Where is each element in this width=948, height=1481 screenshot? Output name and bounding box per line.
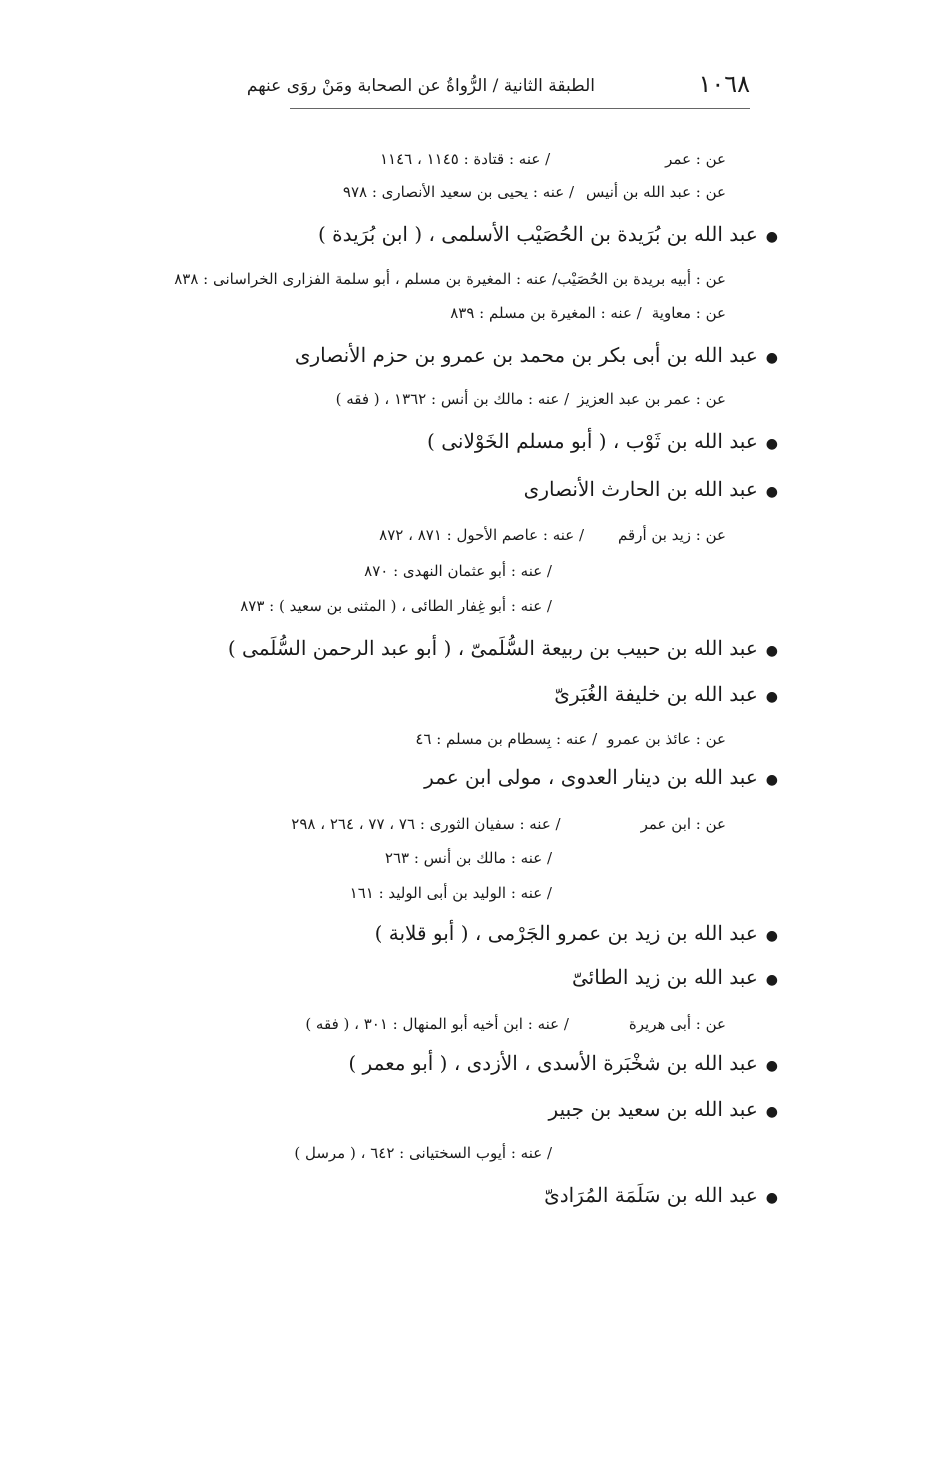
- entry-name: عبد الله بن سعيد بن جبير: [548, 1097, 758, 1121]
- narrator-entry: [524, 477, 778, 501]
- bullet-icon: ●: [765, 350, 778, 366]
- source-text: عن : معاوية: [651, 304, 726, 322]
- bullet-icon: ●: [765, 229, 778, 245]
- narrator-text: / عنه : الوليد بن أبى الوليد : ١٦١: [349, 884, 552, 902]
- entry-name: عبد الله بن حبيب بن ربيعة السُّلَمىّ ، ( أبو عبد الرحمن السُّلَمى ): [227, 636, 758, 660]
- transmission-line: [450, 304, 726, 322]
- entry-name: عبد الله بن شخْبَرة الأسدى ، الأزدى ، ( أبو معمر ): [348, 1051, 758, 1075]
- source-text: عن : أبى هريرة: [628, 1015, 726, 1033]
- bullet-icon: ●: [765, 928, 778, 944]
- narrator-entry: [572, 965, 778, 989]
- transmission-line: [174, 270, 726, 288]
- narrator-text: / عنه : سفيان الثورى : ٧٦ ، ٧٧ ، ٢٦٤ ، ٢٩٨: [291, 815, 561, 833]
- transmission-line: [379, 526, 726, 544]
- transmission-line: [294, 1144, 552, 1162]
- entry-name: عبد الله بن بُرَيدة بن الحُصَيْب الأسلمى ، ( ابن بُرَيدة ): [317, 222, 758, 246]
- bullet-icon: ●: [765, 1058, 778, 1074]
- entry-name: عبد الله بن زيد بن عمرو الجَرْمى ، ( أبو قلابة ): [374, 921, 758, 945]
- narrator-entry: [318, 222, 778, 246]
- narrator-text: / عنه : أيوب السختيانى : ٦٤٢ ، ( مرسل ): [294, 1144, 552, 1162]
- transmission-line: [305, 1015, 726, 1033]
- narrator-entry: [424, 765, 778, 789]
- bullet-icon: ●: [765, 972, 778, 988]
- narrator-text: / عنه : مالك بن أنس : ٢٦٣: [384, 849, 552, 867]
- header-rule: [290, 108, 750, 109]
- entry-name: عبد الله بن زيد الطائىّ: [571, 965, 758, 989]
- entry-name: عبد الله بن أبى بكر بن محمد بن عمرو بن حزم الأنصارى: [294, 343, 758, 367]
- narrator-text: / عنه : أبو عثمان النهدى : ٨٧٠: [364, 562, 552, 580]
- bullet-icon: ●: [765, 772, 778, 788]
- narrator-entry: [348, 1051, 778, 1075]
- entry-name: عبد الله بن خليفة الغُبَرىّ: [554, 682, 758, 706]
- narrator-text: / عنه : قتادة : ١١٤٥ ، ١١٤٦: [379, 150, 551, 168]
- narrator-text: / عنه : أبو غِفار الطائى ، ( المثنى بن سعيد ) : ٨٧٣: [240, 597, 552, 615]
- source-text: عن : ابن عمر: [640, 815, 726, 833]
- narrator-entry: [549, 1097, 778, 1121]
- bullet-icon: ●: [765, 436, 778, 452]
- bullet-icon: ●: [765, 1104, 778, 1120]
- transmission-line: [291, 815, 726, 833]
- narrator-text: / عنه : المغيرة بن مسلم ، أبو سلمة الفزارى الخراسانى : ٨٣٨: [174, 270, 558, 288]
- entry-name: عبد الله بن دينار العدوى ، مولى ابن عمر: [424, 765, 758, 789]
- narrator-text: / عنه : مالك بن أنس : ١٣٦٢ ، ( فقه ): [335, 390, 570, 408]
- narrator-text: / عنه : بِسطام بن مسلم : ٤٦: [415, 730, 598, 748]
- source-text: عن : عمر بن عبد العزيز: [577, 390, 726, 408]
- transmission-line: [385, 849, 552, 867]
- narrator-entry: [427, 429, 778, 453]
- entry-name: عبد الله بن الحارث الأنصارى: [523, 477, 758, 501]
- narrator-entry: [228, 636, 778, 660]
- transmission-line: [380, 150, 726, 168]
- source-text: عن : عبد الله بن أنيس: [586, 183, 726, 201]
- page-number: ١٠٦٨: [698, 70, 750, 98]
- source-text: عن : عمر: [665, 150, 726, 168]
- source-text: عن : زيد بن أرقم: [618, 526, 726, 544]
- transmission-line: [350, 884, 552, 902]
- narrator-text: / عنه : يحيى بن سعيد الأنصارى : ٩٧٨: [342, 183, 575, 201]
- narrator-entry: [295, 343, 778, 367]
- transmission-line: [415, 730, 726, 748]
- transmission-line: [364, 562, 552, 580]
- bullet-icon: ●: [765, 1190, 778, 1206]
- narrator-entry: [544, 1183, 778, 1207]
- transmission-line: [240, 597, 552, 615]
- bullet-icon: ●: [765, 643, 778, 659]
- transmission-line: [336, 390, 726, 408]
- narrator-entry: [554, 682, 778, 706]
- narrator-text: / عنه : ابن أخيه أبو المنهال : ٣٠١ ، ( فقه ): [305, 1015, 569, 1033]
- source-text: عن : أبيه بريدة بن الحُصَيْب: [557, 270, 726, 288]
- running-title: الطبقة الثانية / الرُّواةُ عن الصحابة ومَنْ روَى عنهم: [246, 76, 595, 96]
- bullet-icon: ●: [765, 689, 778, 705]
- entry-name: عبد الله بن سَلَمَة المُرَادىّ: [544, 1183, 758, 1207]
- page-header: [246, 70, 750, 106]
- narrator-text: / عنه : المغيرة بن مسلم : ٨٣٩: [450, 304, 642, 322]
- bullet-icon: ●: [765, 484, 778, 500]
- entry-name: عبد الله بن ثَوْب ، ( أبو مسلم الخَوْلانى ): [427, 429, 758, 453]
- transmission-line: [343, 183, 726, 201]
- source-text: عن : عائذ بن عمرو: [607, 730, 726, 748]
- narrator-entry: [375, 921, 778, 945]
- narrator-text: / عنه : عاصم الأحول : ٨٧١ ، ٨٧٢: [379, 526, 585, 544]
